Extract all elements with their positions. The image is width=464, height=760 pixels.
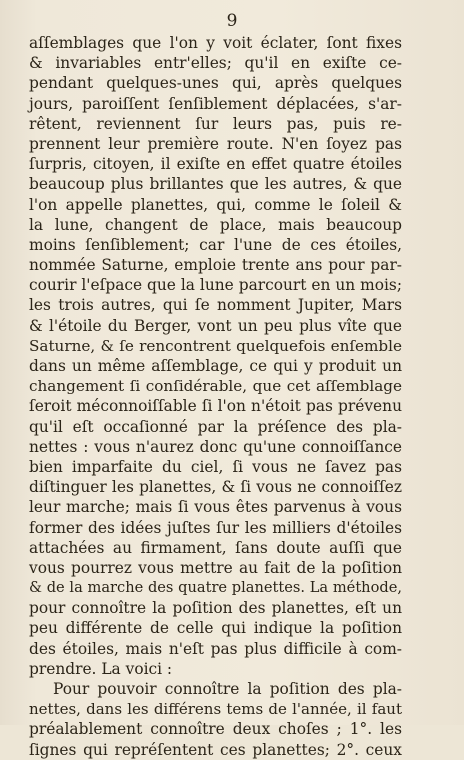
text-line: ſignes qui repréſentent ces planettes; 2°. ceux [29,740,402,759]
text-line: jours, paroiſſent ſenſiblement déplacées, s'ar- [29,94,402,113]
text-line: & l'étoile du Berger, vont un peu plus vîte que [29,316,402,335]
text-line: leur marche; mais ſi vous êtes parvenus à vous [29,498,402,517]
text-line: nommée Saturne, emploie trente ans pour par- [29,256,402,275]
text-line: pendant quelques-unes qui, après quelques [29,74,402,93]
text-line: prennent leur première route. N'en ſoyez pas [29,134,402,153]
text-line: rêtent, reviennent ſur leurs pas, puis re- [29,114,402,133]
text-line: beaucoup plus brillantes que les autres, & que [29,175,402,194]
text-line: ſurpris, citoyen, il exiſte en effet quatre étoiles [29,155,402,174]
text-line: nettes, dans les différens tems de l'année, il faut [29,700,402,719]
text-line: nettes : vous n'aurez donc qu'une connoiſſance [29,437,402,456]
text-line: des étoiles, mais n'eſt pas plus difficile à com- [29,639,402,658]
text-line: courir l'eſpace que la lune parcourt en un mois; [29,276,402,295]
text-line: attachées au firmament, ſans doute auſſi que [29,538,402,557]
text-line: peu différente de celle qui indique la poſition [29,619,402,638]
text-line: la lune, changent de place, mais beaucoup [29,215,402,234]
text-line: dans un même aſſemblage, ce qui y produit un [29,357,402,375]
text-line: former des idées juſtes ſur les milliers d'étoiles [29,518,402,537]
text-line: & de la marche des quatre planettes. La méthode, [29,579,402,597]
body-text [29,33,402,760]
text-line: vous pourrez vous mettre au fait de la poſition [29,558,402,577]
text-line: pour connoître la poſition des planettes, eſt un [29,599,402,618]
text-line: aſſemblages que l'on y voit éclater, ſont fixes [29,34,402,52]
text-line: l'on appelle planettes, qui, comme le ſoleil & [29,195,402,214]
text-line: qu'il eſt occaſionné par la préſence des pla- [29,417,402,436]
text-line: Pour pouvoir connoître la poſition des pla- [53,680,402,698]
text-line: moins ſenſiblement; car l'une de ces étoiles, [29,235,402,254]
text-line: ſeroit méconnoiſſable ſi l'on n'étoit pas prévenu [29,397,402,416]
text-line: prendre. La voici : [29,659,173,678]
text-line: les trois autres, qui ſe nomment Jupiter, Mars [29,296,402,315]
page-number: 9 [226,11,238,31]
text-line: diſtinguer les planettes, & ſi vous ne connoiſſez [29,478,402,497]
text-line: bien imparfaite du ciel, ſi vous ne ſavez pas [29,457,402,476]
text-line: Saturne, & ſe rencontrent quelquefois enſemble [29,336,402,355]
text-line: & invariables entr'elles; qu'il en exiſte ce- [29,54,402,73]
text-line: changement ſi conſidérable, que cet aſſemblage [29,377,402,396]
text-line: préalablement connoître deux choſes ; 1°. les [29,720,402,739]
